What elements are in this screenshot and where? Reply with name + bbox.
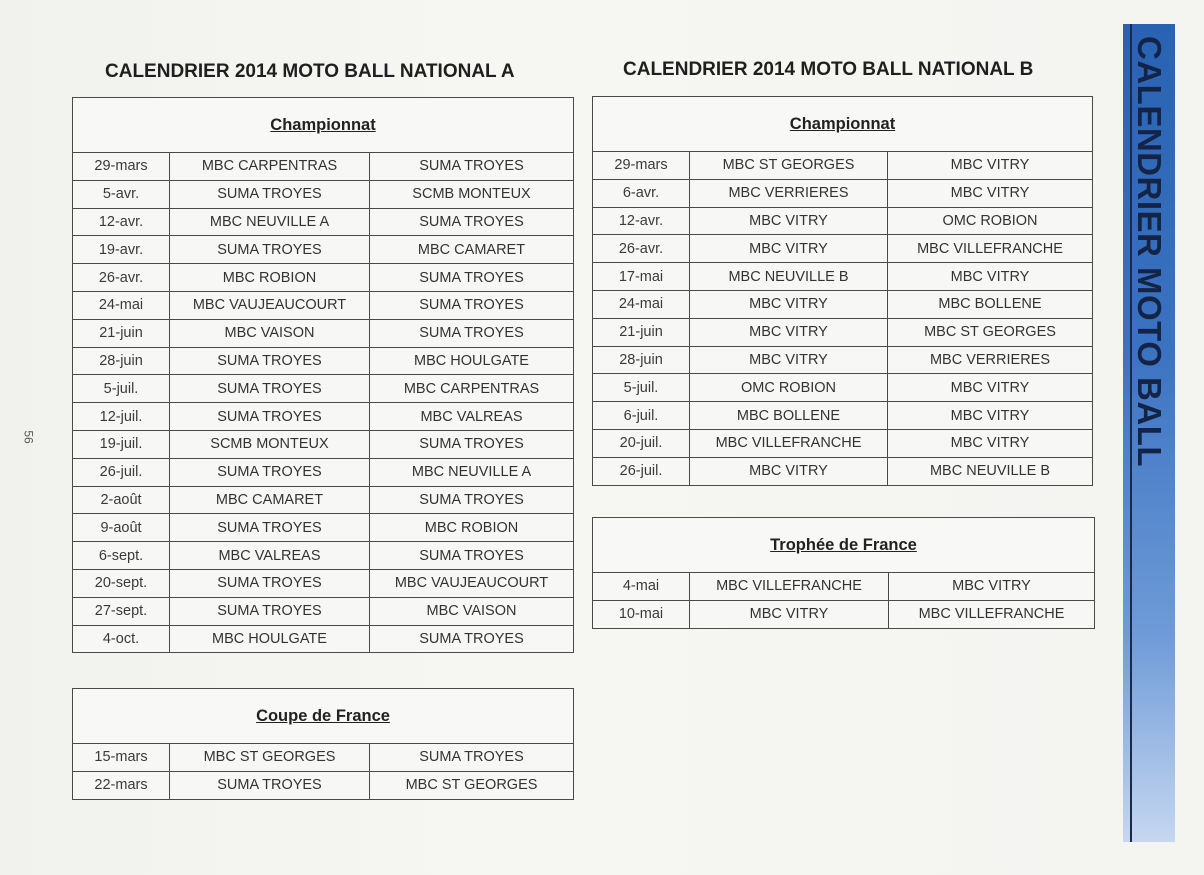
table-row	[73, 486, 574, 514]
match-date: 27-sept.	[73, 597, 170, 625]
home-team: MBC ST GEORGES	[170, 744, 370, 772]
match-date: 26-avr.	[73, 264, 170, 292]
table-row	[593, 600, 1095, 628]
match-date: 5-juil.	[73, 375, 170, 403]
national-a-heading: CALENDRIER 2014 MOTO BALL NATIONAL A	[105, 61, 515, 82]
national-b-heading: CALENDRIER 2014 MOTO BALL NATIONAL B	[623, 59, 1034, 80]
away-team: SUMA TROYES	[370, 486, 574, 514]
national-a-championnat-title: Championnat	[73, 98, 574, 153]
away-team: MBC VITRY	[888, 152, 1093, 180]
away-team: MBC VAISON	[370, 597, 574, 625]
match-date: 4-mai	[593, 573, 690, 601]
match-date: 26-juil.	[73, 458, 170, 486]
match-date: 12-avr.	[73, 208, 170, 236]
away-team: MBC HOULGATE	[370, 347, 574, 375]
away-team: MBC VITRY	[888, 179, 1093, 207]
home-team: MBC VITRY	[690, 600, 889, 628]
table-row	[593, 374, 1093, 402]
home-team: SUMA TROYES	[170, 597, 370, 625]
match-date: 17-mai	[593, 263, 690, 291]
home-team: MBC VALREAS	[170, 542, 370, 570]
match-date: 26-avr.	[593, 235, 690, 263]
away-team: SUMA TROYES	[370, 542, 574, 570]
home-team: MBC CAMARET	[170, 486, 370, 514]
away-team: SUMA TROYES	[370, 291, 574, 319]
national-b-trophee-title: Trophée de France	[593, 518, 1095, 573]
match-date: 9-août	[73, 514, 170, 542]
table-row	[73, 208, 574, 236]
home-team: MBC VITRY	[690, 207, 888, 235]
home-team: SUMA TROYES	[170, 403, 370, 431]
home-team: MBC VITRY	[690, 235, 888, 263]
table-row	[73, 375, 574, 403]
home-team: MBC VITRY	[690, 457, 888, 485]
away-team: MBC VITRY	[889, 573, 1095, 601]
away-team: MBC ST GEORGES	[888, 318, 1093, 346]
match-date: 12-avr.	[593, 207, 690, 235]
away-team: MBC VAUJEAUCOURT	[370, 569, 574, 597]
table-row	[73, 347, 574, 375]
home-team: MBC VITRY	[690, 318, 888, 346]
side-banner-text: CALENDRIER MOTO BALL	[1131, 36, 1168, 468]
home-team: SUMA TROYES	[170, 569, 370, 597]
away-team: MBC CARPENTRAS	[370, 375, 574, 403]
national-a-coupe-table	[72, 688, 574, 800]
away-team: MBC VITRY	[888, 263, 1093, 291]
away-team: SUMA TROYES	[370, 744, 574, 772]
table-row	[593, 318, 1093, 346]
table-row	[73, 430, 574, 458]
table-row	[593, 152, 1093, 180]
national-a-coupe	[72, 688, 574, 800]
national-b-trophee-table	[592, 517, 1095, 629]
home-team: SCMB MONTEUX	[170, 430, 370, 458]
home-team: MBC CARPENTRAS	[170, 153, 370, 181]
home-team: MBC ROBION	[170, 264, 370, 292]
match-date: 10-mai	[593, 600, 690, 628]
away-team: SCMB MONTEUX	[370, 180, 574, 208]
match-date: 24-mai	[73, 291, 170, 319]
table-row	[593, 263, 1093, 291]
away-team: MBC VALREAS	[370, 403, 574, 431]
table-row	[73, 264, 574, 292]
national-b-championnat	[592, 96, 1093, 486]
national-b-championnat-table	[592, 96, 1093, 486]
home-team: MBC VITRY	[690, 346, 888, 374]
home-team: SUMA TROYES	[170, 514, 370, 542]
away-team: MBC VITRY	[888, 402, 1093, 430]
away-team: MBC NEUVILLE A	[370, 458, 574, 486]
match-date: 19-juil.	[73, 430, 170, 458]
away-team: OMC ROBION	[888, 207, 1093, 235]
home-team: SUMA TROYES	[170, 458, 370, 486]
home-team: SUMA TROYES	[170, 347, 370, 375]
national-a-championnat-table	[72, 97, 574, 653]
table-row	[73, 542, 574, 570]
away-team: SUMA TROYES	[370, 208, 574, 236]
table-row	[73, 569, 574, 597]
away-team: SUMA TROYES	[370, 153, 574, 181]
home-team: MBC ST GEORGES	[690, 152, 888, 180]
match-date: 5-avr.	[73, 180, 170, 208]
national-b-trophee	[592, 517, 1095, 629]
home-team: MBC VERRIERES	[690, 179, 888, 207]
table-row	[593, 429, 1093, 457]
home-team: MBC VAISON	[170, 319, 370, 347]
table-row	[593, 290, 1093, 318]
match-date: 20-juil.	[593, 429, 690, 457]
match-date: 22-mars	[73, 771, 170, 799]
match-date: 28-juin	[73, 347, 170, 375]
match-date: 20-sept.	[73, 569, 170, 597]
away-team: MBC VILLEFRANCHE	[888, 235, 1093, 263]
table-row	[593, 346, 1093, 374]
table-row	[73, 514, 574, 542]
away-team: SUMA TROYES	[370, 430, 574, 458]
match-date: 15-mars	[73, 744, 170, 772]
away-team: MBC VITRY	[888, 374, 1093, 402]
match-date: 6-avr.	[593, 179, 690, 207]
home-team: MBC NEUVILLE A	[170, 208, 370, 236]
match-date: 26-juil.	[593, 457, 690, 485]
home-team: MBC VAUJEAUCOURT	[170, 291, 370, 319]
home-team: SUMA TROYES	[170, 236, 370, 264]
away-team: MBC VILLEFRANCHE	[889, 600, 1095, 628]
home-team: SUMA TROYES	[170, 771, 370, 799]
match-date: 21-juin	[593, 318, 690, 346]
table-row	[73, 291, 574, 319]
match-date: 12-juil.	[73, 403, 170, 431]
table-row	[73, 153, 574, 181]
away-team: SUMA TROYES	[370, 625, 574, 653]
home-team: SUMA TROYES	[170, 180, 370, 208]
table-row	[73, 458, 574, 486]
national-a-championnat	[72, 97, 574, 653]
home-team: MBC BOLLENE	[690, 402, 888, 430]
away-team: MBC ST GEORGES	[370, 771, 574, 799]
table-row	[73, 236, 574, 264]
page-number: 56	[21, 430, 36, 444]
table-row	[73, 319, 574, 347]
match-date: 19-avr.	[73, 236, 170, 264]
home-team: OMC ROBION	[690, 374, 888, 402]
away-team: SUMA TROYES	[370, 319, 574, 347]
away-team: MBC NEUVILLE B	[888, 457, 1093, 485]
match-date: 24-mai	[593, 290, 690, 318]
away-team: MBC CAMARET	[370, 236, 574, 264]
table-row	[73, 180, 574, 208]
table-row	[73, 771, 574, 799]
table-row	[73, 625, 574, 653]
home-team: MBC VILLEFRANCHE	[690, 429, 888, 457]
national-a-coupe-title: Coupe de France	[73, 689, 574, 744]
table-row	[73, 597, 574, 625]
match-date: 29-mars	[593, 152, 690, 180]
table-row	[593, 207, 1093, 235]
home-team: MBC VILLEFRANCHE	[690, 573, 889, 601]
match-date: 6-juil.	[593, 402, 690, 430]
table-row	[593, 402, 1093, 430]
away-team: MBC VERRIERES	[888, 346, 1093, 374]
table-row	[593, 573, 1095, 601]
match-date: 2-août	[73, 486, 170, 514]
match-date: 28-juin	[593, 346, 690, 374]
away-team: MBC BOLLENE	[888, 290, 1093, 318]
match-date: 4-oct.	[73, 625, 170, 653]
match-date: 6-sept.	[73, 542, 170, 570]
match-date: 29-mars	[73, 153, 170, 181]
table-row	[593, 179, 1093, 207]
national-b-championnat-title: Championnat	[593, 97, 1093, 152]
away-team: SUMA TROYES	[370, 264, 574, 292]
away-team: MBC ROBION	[370, 514, 574, 542]
home-team: MBC NEUVILLE B	[690, 263, 888, 291]
table-row	[593, 235, 1093, 263]
table-row	[73, 403, 574, 431]
table-row	[73, 744, 574, 772]
away-team: MBC VITRY	[888, 429, 1093, 457]
home-team: SUMA TROYES	[170, 375, 370, 403]
match-date: 21-juin	[73, 319, 170, 347]
home-team: MBC VITRY	[690, 290, 888, 318]
home-team: MBC HOULGATE	[170, 625, 370, 653]
table-row	[593, 457, 1093, 485]
match-date: 5-juil.	[593, 374, 690, 402]
